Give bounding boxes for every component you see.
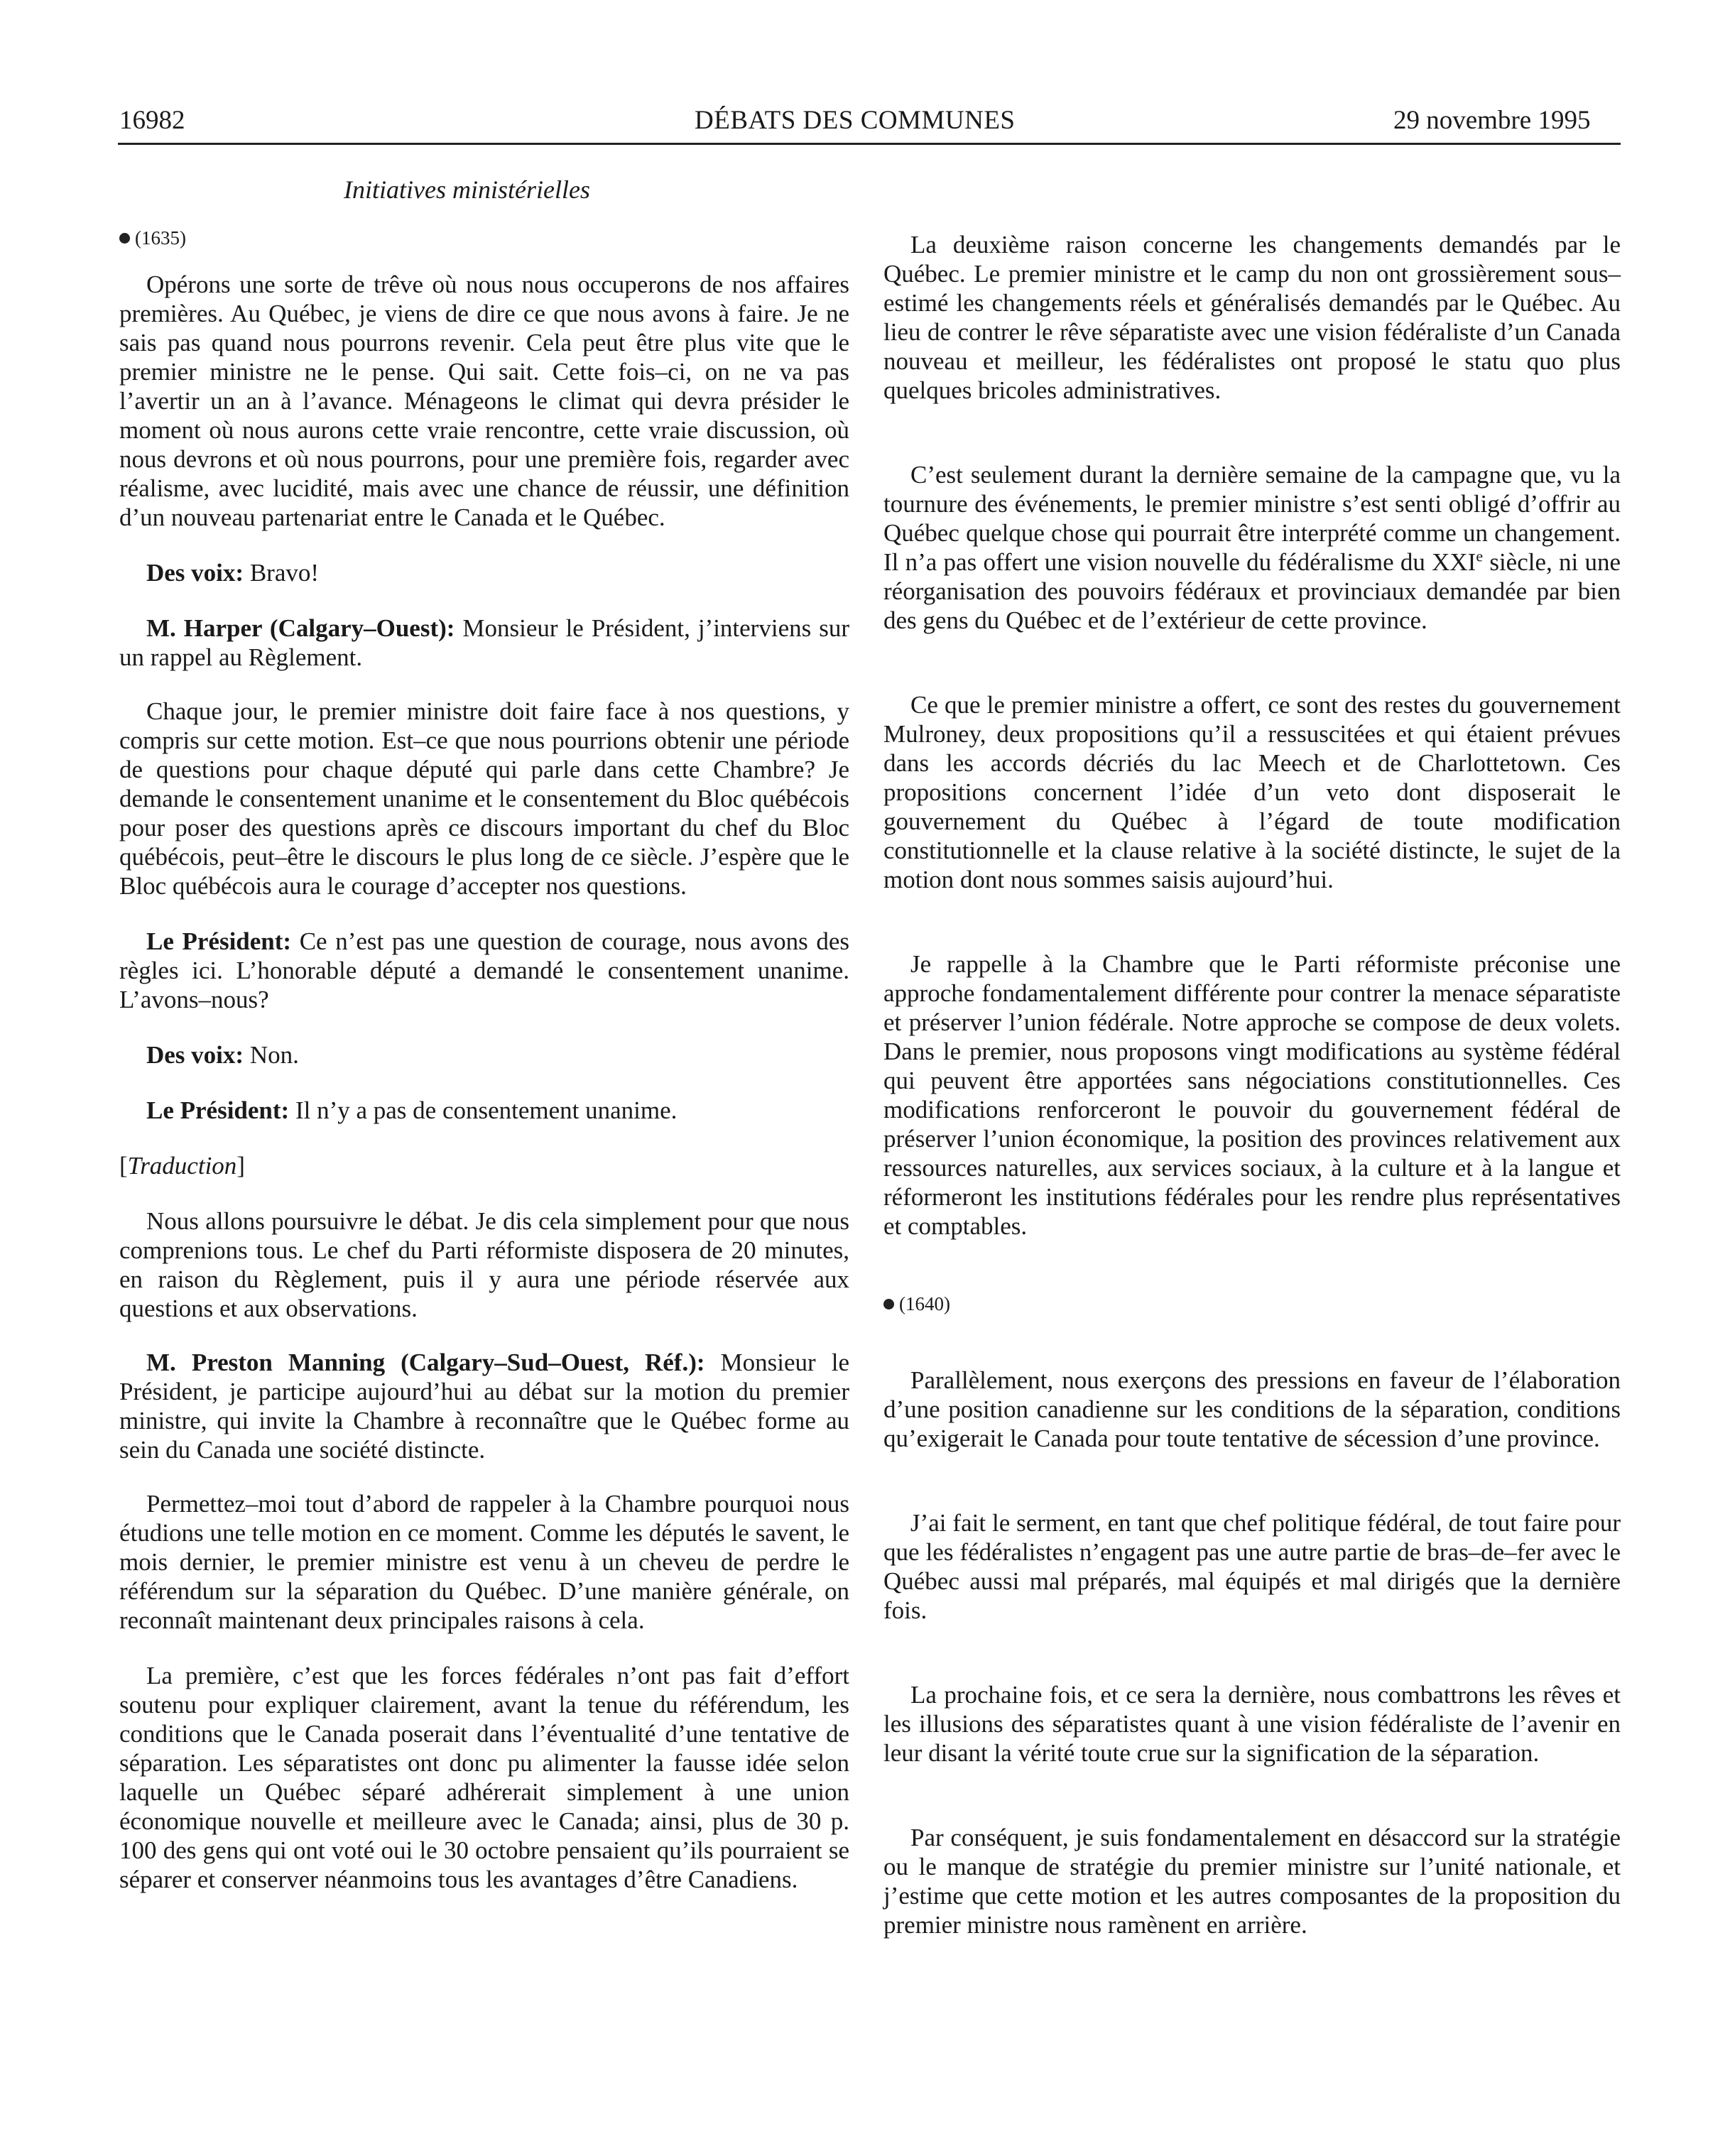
- paragraph: La deuxième raison concerne les changements demandés par le Québec. Le premier ministre et le camp du non ont grossièrement sous–estimé les changements réels et généralisés demandés par le Québec. Au lieu de contrer le rêve séparatiste avec une vision fédéraliste d’un Canada nouveau et meilleur, les fédéralistes ont proposé le statu quo plus quelques bricoles administratives.: [883, 231, 1621, 404]
- paragraph: La première, c’est que les forces fédérales n’ont pas fait d’effort soutenu pour expliquer clairement, avant la tenue du référendum, les conditions que le Canada poserait dans l’éventualité d’une tentative de séparation. Les séparatistes ont donc pu alimenter la fausse idée selon laquelle un Québec séparé adhérerait simplement à une union économique nouvelle et meilleure avec le Canada; ainsi, plus de 30 p. 100 des gens qui ont voté oui le 30 octobre pensaient qu’ils pourraient se séparer et conserver néanmoins tous les avantages d’être Canadiens.: [119, 1662, 849, 1893]
- bullet-icon: [883, 1299, 894, 1310]
- publication-date: 29 novembre 1995: [1393, 106, 1591, 135]
- speaker-paragraph: [119, 1348, 849, 1464]
- speech-text: Monsieur le Président, j’interviens sur un rappel au Règlement.: [119, 614, 849, 671]
- speech-text: Bravo!: [244, 559, 320, 587]
- speaker-name: Le Président:: [146, 927, 292, 955]
- time-marker: (1635): [119, 226, 849, 250]
- translation-note: [Traduction]: [119, 1152, 245, 1180]
- paragraph: Chaque jour, le premier ministre doit faire face à nos questions, y compris sur cette motion. Est–ce que nous pourrions obtenir une période de questions pour chaque député qui parle dans cette Chambre? Je demande le consentement unanime et le consentement du Bloc québécois pour poser des questions après ce discours important du chef du Bloc québécois, peut–être le discours le plus long de ce siècle. J’espère que le Bloc québécois aura le courage d’accepter nos questions.: [119, 697, 849, 900]
- header-rule: [118, 143, 1621, 145]
- paragraph: J’ai fait le serment, en tant que chef politique fédéral, de tout faire pour que les fédéralistes n’engagent pas une autre partie de bras–de–fer avec le Québec aussi mal préparés, mal équipés et mal dirigés que la dernière fois.: [883, 1509, 1621, 1624]
- speech-text: Monsieur le Président, je participe aujourd’hui au débat sur la motion du premier ministre, qui invite la Chambre à reconnaître que le Québec forme au sein du Canada une société distincte.: [119, 1349, 850, 1464]
- left-column: [119, 226, 849, 1894]
- time-marker: (1640): [883, 1292, 1621, 1316]
- speech-text: Ce n’est pas une question de courage, nous avons des règles ici. L’honorable député a demandé le consentement unanime. L’avons–nous?: [119, 927, 849, 1013]
- paragraph: C’est seulement durant la dernière semaine de la campagne que, vu la tournure des événements, le premier ministre s’est senti obligé d’offrir au Québec quelque chose qui pourrait être interprété comme un changement. Il n’a pas offert une vision nouvelle du fédéralisme du XXIe siècle, ni une réorganisation des pouvoirs fédéraux et provinciaux demandée par bien des gens du Québec et de l’extérieur de cette province.: [883, 461, 1621, 634]
- right-column: [883, 230, 1621, 1939]
- speaker-name: Des voix:: [146, 1041, 244, 1069]
- speaker-paragraph: [119, 1040, 849, 1069]
- publication-title: DÉBATS DES COMMUNES: [695, 106, 1016, 135]
- paragraph: Je rappelle à la Chambre que le Parti réformiste préconise une approche fondamentalement différente pour contrer la menace séparatiste et préserver l’union fédérale. Notre approche se compose de deux volets. Dans le premier, nous proposons vingt modifications au système fédéral qui peuvent être apportées sans négociations constitutionnelles. Ces modifications renforceront le pouvoir du gouvernement fédéral de préserver l’union économique, la position des provinces relativement aux ressources naturelles, aux services sociaux, à la culture et à la langue et réformeront les institutions fédérales pour les rendre plus représentatives et comptables.: [883, 950, 1621, 1240]
- speaker-paragraph: [119, 927, 849, 1014]
- paragraph: Parallèlement, nous exerçons des pressions en faveur de l’élaboration d’une position canadienne sur les conditions de la séparation, conditions qu’exigerait le Canada pour toute tentative de sécession d’une province.: [883, 1366, 1621, 1452]
- section-title: Initiatives ministérielles: [344, 175, 590, 204]
- page-number: 16982: [119, 106, 185, 135]
- speaker-paragraph: [119, 1096, 849, 1125]
- speaker-name: Des voix:: [146, 559, 244, 587]
- speaker-paragraph: [119, 614, 849, 672]
- bullet-icon: [119, 233, 130, 244]
- speech-text: Non.: [244, 1041, 299, 1069]
- speaker-paragraph: [119, 558, 849, 587]
- speaker-name: Le Président:: [146, 1096, 290, 1124]
- speech-text: Il n’y a pas de consentement unanime.: [289, 1096, 678, 1124]
- paragraph: Opérons une sorte de trêve où nous nous occuperons de nos affaires premières. Au Québec, je viens de dire ce que nous avons à faire. Je ne sais pas quand nous pourrons revenir. Cela peut être plus vite que le premier ministre ne le pense. Qui sait. Cette fois–ci, on ne va pas l’avertir un an à l’avance. Ménageons le climat qui devra présider le moment où nous aurons cette vraie rencontre, cette vraie discussion, où nous devrons et où nous pourrons, pour une première fois, regarder avec réalisme, avec lucidité, mais avec une chance de réussir, une définition d’un nouveau partenariat entre le Canada et le Québec.: [119, 271, 849, 531]
- paragraph: Par conséquent, je suis fondamentalement en désaccord sur la stratégie ou le manque de stratégie du premier ministre sur l’unité nationale, et j’estime que cette motion et les autres composantes de la proposition du premier ministre nous ramènent en arrière.: [883, 1824, 1621, 1939]
- paragraph: Permettez–moi tout d’abord de rappeler à la Chambre pourquoi nous étudions une telle motion en ce moment. Comme les députés le savent, le mois dernier, le premier ministre est venu à un cheveu de perdre le référendum sur la séparation du Québec. D’une manière générale, on reconnaît maintenant deux principales raisons à cela.: [119, 1490, 849, 1634]
- paragraph: Nous allons poursuivre le débat. Je dis cela simplement pour que nous comprenions tous. Le chef du Parti réformiste disposera de 20 minutes, en raison du Règlement, puis il y aura une période réservée aux questions et aux observations.: [119, 1207, 849, 1322]
- speaker-name: M. Preston Manning (Calgary–Sud–Ouest, Réf.):: [146, 1349, 705, 1376]
- paragraph: Ce que le premier ministre a offert, ce sont des restes du gouvernement Mulroney, deux propositions qu’il a ressuscitées et qui étaient prévues dans les accords décriés du lac Meech et de Charlottetown. Ces propositions concernent l’idée d’un veto dont disposerait le gouvernement du Québec à l’égard de toute modification constitutionnelle et la clause relative à la société distincte, le sujet de la motion dont nous sommes saisis aujourd’hui.: [883, 691, 1621, 893]
- paragraph: La prochaine fois, et ce sera la dernière, nous combattrons les rêves et les illusions des séparatistes quant à une vision fédéraliste de l’avenir en leur disant la vérité toute crue sur la signification de la séparation.: [883, 1681, 1621, 1767]
- speaker-name: M. Harper (Calgary–Ouest):: [146, 614, 455, 642]
